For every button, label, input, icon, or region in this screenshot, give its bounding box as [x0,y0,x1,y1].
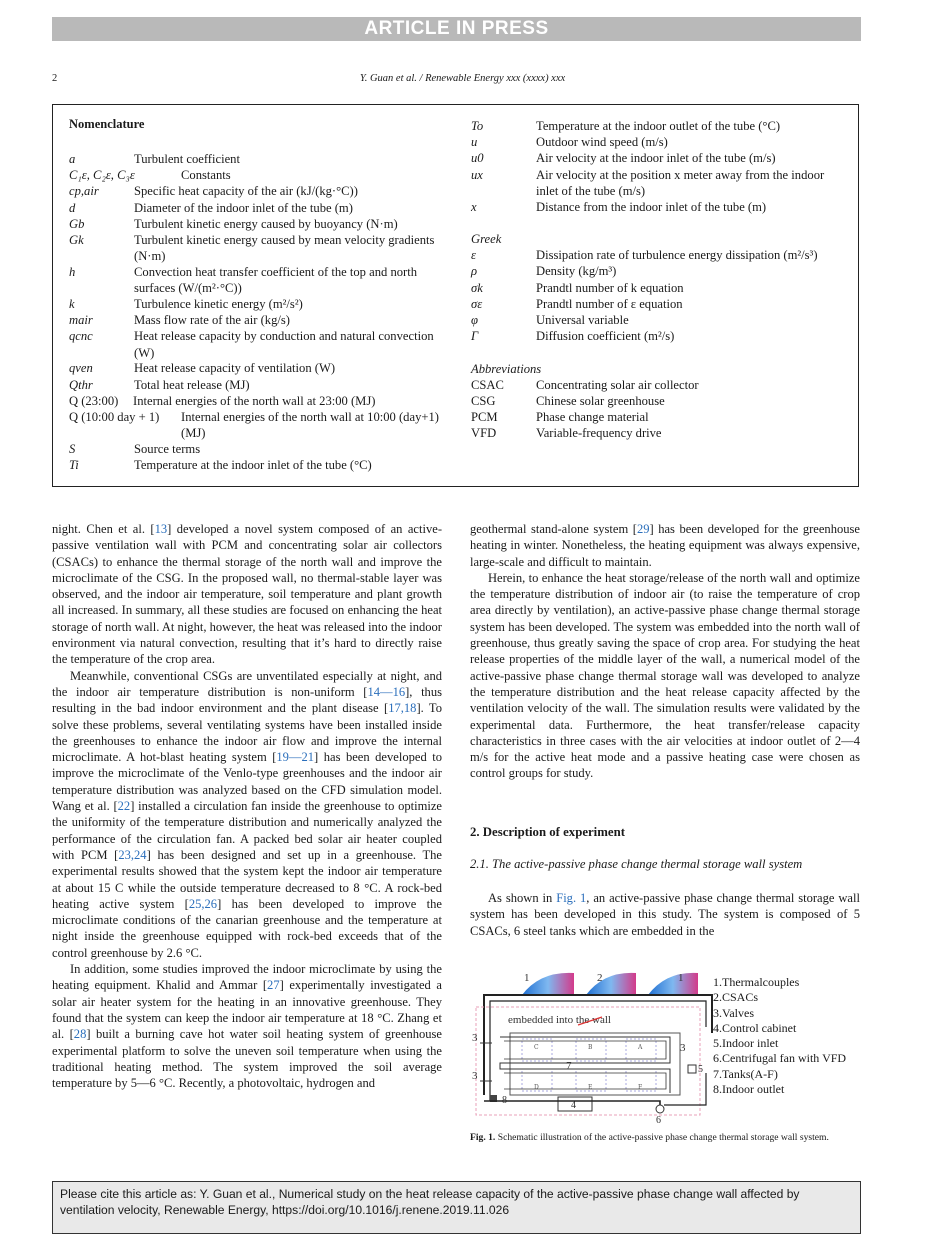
reference-link[interactable]: 28 [73,1027,87,1042]
nomenclature-definition: Internal energies of the north wall at 23:00 (MJ) [133,393,376,408]
nomenclature-symbol: mair [69,313,93,328]
nomenclature-definition: Turbulent kinetic energy caused by mean velocity gradients (N·m) [134,233,435,264]
reference-link[interactable]: 25,26 [188,896,218,911]
nomenclature-symbol: Gk [69,233,84,247]
paragraph: geothermal stand-alone system [29] has been developed for the greenhouse heating in winter. Nonetheless, the heating equipment was always expensive, large-scale and difficult to maintain. [470,522,860,569]
figure-caption [470,1131,862,1144]
nomenclature-definition: Chinese solar greenhouse [536,394,665,408]
svg-text:3: 3 [472,1070,478,1082]
centrifugal-fan [656,1105,664,1113]
reference-link[interactable]: 23,24 [118,847,147,862]
legend-item: 8.Indoor outlet [713,1082,785,1097]
reference-link[interactable]: 29 [636,522,650,536]
nomenclature-definition: Air velocity at the indoor inlet of the tube (m/s) [536,151,776,166]
svg-text:C: C [534,1044,539,1051]
nomenclature-symbol: S [69,442,76,456]
nomenclature-symbol: qcnc [69,329,93,344]
nomenclature-symbol: u [471,135,478,150]
nomenclature-symbol: h [69,265,76,279]
nomenclature-symbol: ε [471,248,476,263]
nomenclature-symbol: Ti [69,458,79,473]
svg-text:A: A [638,1044,643,1051]
nomenclature-definition: Total heat release (MJ) [134,377,250,392]
svg-text:6: 6 [656,1115,661,1125]
nomenclature-definition: Variable-frequency drive [536,426,662,441]
nomenclature-symbol: ux [471,167,483,182]
nomenclature-definition: Mass flow rate of the air (kg/s) [134,313,290,328]
reference-link[interactable]: 27 [267,978,280,993]
svg-text:D: D [534,1084,539,1091]
section-heading: 2. Description of experiment [470,825,625,839]
nomenclature-box [52,104,859,487]
legend-item: 6.Centrifugal fan with VFD [713,1051,847,1066]
nomenclature-definition: Distance from the indoor inlet of the tube (m) [536,199,767,214]
svg-text:1: 1 [678,972,684,984]
nomenclature-symbol: x [471,199,477,214]
embedded-label: embedded into the wall [508,1014,611,1026]
legend-item: 4.Control cabinet [713,1020,797,1035]
nomenclature-definition: Diameter of the indoor inlet of the tube (m) [134,200,353,215]
nomenclature-symbol: C₁ε, C₂ε, C₃ε [69,168,135,183]
csac-panel [522,973,574,995]
nomenclature-symbol: φ [471,313,478,327]
running-head: Y. Guan et al. / Renewable Energy xxx (xxxx) xxx [359,73,566,84]
svg-text:3: 3 [680,1042,686,1054]
nomenclature-definition: Constants [181,168,231,183]
nomenclature-symbol: a [69,152,76,166]
svg-text:8: 8 [502,1095,507,1106]
caption-label: Fig. 1. [470,1132,496,1143]
reference-link[interactable]: 22 [117,799,131,814]
legend-item: 7.Tanks(A-F) [713,1066,778,1081]
nomenclature-symbol: u0 [471,151,484,166]
nomenclature-symbol: k [69,297,75,311]
reference-link[interactable]: 13 [154,522,168,536]
svg-text:7: 7 [566,1060,572,1072]
nomenclature-definition: Temperature at the indoor inlet of the tube (°C) [134,458,372,473]
paragraph: As shown in Fig. 1, an active-passive phase change thermal storage wall system has been developed in this study. The system is composed of 5 CSACs, 6 steel tanks which are embedded in the [470,891,860,938]
paragraph: Meanwhile, conventional CSGs are unventilated especially at night, and the indoor air temperature distribution is non-uniform [14—16], thus resulting in the bad indoor environment and the plant disease [17,18]. To solve these problems, several ventilating systems have been installed inside the greenhouses to enhance the indoor air flow and improve the internal microclimate. A hot-blast heating system [19—21] has been developed to improve the microclimate of the Venlo-type greenhouses and the indoor air temperature distribution was analyzed based on the CFD simulation model. Wang et al. [22] installed a circulation fan inside the greenhouse to optimize the uniformity of the temperature distribution and numerically analyzed the performance of the circulation fan. A packed bed solar air heater coupled with PCM [23,24] has been designed and set up in a greenhouse. The experimental results showed that the system kept the indoor air temperature at about 15 C while the outside temperature decreased to 8 °C. A rock-bed heating active system [25,26] has been developed to improve the microclimate conditions of the canarian greenhouse and the temperature at night inside the greenhouse equipped with rock-bed exceeds that of the control greenhouse by 2.6 °C. [52,668,442,960]
nomenclature-definition: Turbulent coefficient [134,152,240,166]
nomenclature-symbol: CSAC [471,377,504,392]
nomenclature-definition: Convection heat transfer coefficient of the top and north surfaces (W/(m²·°C)) [134,265,418,296]
nomenclature-definition: Density (kg/m³) [536,264,617,279]
paragraph: In addition, some studies improved the indoor microclimate by using the heating equipment. Khalid and Ammar [27] experimentally investigated a solar air heater system for the heating in an innovative greenhouse. They found that the system can keep the indoor air temperature at 18 °C. Zhang et al. [28] built a burning cave hot water soil heating system of greenhouse experimental platform to solve the uneven soil temperature when using the traditional heating method. The system improved the soil average temperature by 5—6 °C. Recently, a photovoltaic, hydrogen and [52,962,442,1091]
legend-item: 5.Indoor inlet [713,1036,779,1051]
nomenclature-definition: Prandtl number of ε equation [536,296,683,311]
nomenclature-symbol: d [69,200,76,215]
article-in-press-banner: ARTICLE IN PRESS [52,17,861,41]
nomenclature-title: Nomenclature [69,117,145,131]
svg-text:1: 1 [524,972,530,984]
pipe-loop [484,995,712,1095]
legend-item: 3.Valves [713,1005,754,1020]
nomenclature-symbol: Qthr [69,377,93,392]
subsection-heading: 2.1. The active-passive phase change thermal storage wall system [470,857,803,871]
nomenclature-symbol: CSG [471,394,496,408]
nomenclature-symbol: To [471,119,484,133]
nomenclature-definition: Heat release capacity by conduction and natural convection (W) [134,329,434,360]
nomenclature-definition: Outdoor wind speed (m/s) [536,135,668,150]
reference-link[interactable]: 19—21 [276,750,315,765]
svg-text:5: 5 [698,1064,703,1075]
body-right-column-bottom [470,890,860,939]
nomenclature-definition: Universal variable [536,313,629,327]
svg-text:3: 3 [472,1032,478,1044]
nomenclature-definition: Diffusion coefficient (m²/s) [536,329,675,344]
nomenclature-definition: Phase change material [536,410,649,425]
nomenclature-symbol: σk [471,280,483,295]
svg-text:F: F [638,1084,643,1091]
nomenclature-definition: Concentrating solar air collector [536,377,699,392]
svg-text:E: E [588,1084,593,1091]
nomenclature-symbol: σε [471,296,483,311]
nomenclature-symbol: qven [69,361,93,376]
nomenclature-symbol: Gb [69,216,85,231]
nomenclature-definition: Heat release capacity of ventilation (W) [134,361,336,376]
paragraph: night. Chen et al. [13] developed a novel system composed of an active-passive ventilation wall with PCM and concentrating solar air collectors (CSACs) to enhance the thermal storage of the north wall and improve the microclimate of the CSG. In the proposed wall, no thermal-stable layer was observed, and the indoor air temperature, soil temperature and plant growth all increased. In summary, all these studies are focused on enhancing the heat storage of north wall. At night, however, the heat was released into the indoor environment via natural convection, resulting that it’s hard to directly raise the temperature of the crop area. [52,522,442,667]
body-left-column [52,521,442,1091]
citation-box: Please cite this article as: Y. Guan et al., Numerical study on the heat release capacity of the active-passive phase change wall affected by ventilation velocity, Renewable Energy, https://doi.org/10.1016/j.renene.2019.11.026 [52,1181,861,1234]
nomenclature-definition: Temperature at the indoor outlet of the tube (°C) [536,119,781,133]
paragraph: Herein, to enhance the heat storage/release of the north wall and optimize the temperature distribution of indoor air (to raise the temperature of crop area directly by ventilation), an active-passive phase change thermal storage system has been developed. The system was embedded into the north wall of greenhouse, thus greatly saving the space of crop area. For studying the heat release properties of the middle layer of the wall, a numerical model of the active-passive phase change thermal storage wall was developed to analyze the temperature distribution and the heat release capacity affected by the ventilation velocity of the wall. The simulation results were validated by the experimental data. Furthermore, the heat transfer/release capacity characteristics in three cases with the air velocities at indoor outlet of 2—4 m/s for the active heat mode and a passive heating case were chosen as control groups for study. [470,570,860,781]
nomenclature-symbol: Q (10:00 day + 1) [69,410,160,424]
nomenclature-symbol: cp,air [69,184,99,199]
reference-link[interactable]: 17,18 [388,701,417,716]
abbreviations-heading: Abbreviations [471,361,542,376]
nomenclature-definition: Turbulent kinetic energy caused by buoyancy (N·m) [134,216,398,231]
nomenclature-definition: Source terms [134,442,201,456]
figure-link[interactable]: Fig. 1 [556,891,587,905]
caption-text: Schematic illustration of the active-passive phase change thermal storage wall system. [497,1132,829,1143]
csac-panel [586,973,636,995]
nomenclature-definition: Dissipation rate of turbulence energy dissipation (m²/s³) [536,248,818,263]
nomenclature-symbol: Q (23:00) [69,393,119,408]
svg-text:4: 4 [571,1100,576,1111]
nomenclature-definition: Internal energies of the north wall at 10:00 (day+1) (MJ) [181,410,439,441]
nomenclature-definition: Turbulence kinetic energy (m²/s²) [134,297,303,311]
legend-item: 2.CSACs [713,990,759,1005]
figure-legend [713,975,846,1097]
body-right-column-top [470,521,860,782]
nomenclature-symbol: Γ [471,329,479,344]
nomenclature-definition: Prandtl number of k equation [536,280,684,295]
page-number: 2 [52,73,58,84]
greek-heading: Greek [471,232,502,246]
nomenclature-definition: Air velocity at the position x meter away from the indoor inlet of the tube (m/s) [536,167,825,198]
nomenclature-symbol: VFD [471,426,497,441]
reference-link[interactable]: 14—16 [367,684,406,699]
nomenclature-symbol: ρ [471,264,478,279]
nomenclature-definition: Specific heat capacity of the air (kJ/(kg·°C)) [134,184,358,199]
svg-text:2: 2 [597,972,603,984]
nomenclature-symbol: PCM [471,410,498,425]
csac-panel [648,973,698,995]
svg-text:B: B [588,1044,593,1051]
legend-item: 1.Thermalcouples [713,975,800,989]
